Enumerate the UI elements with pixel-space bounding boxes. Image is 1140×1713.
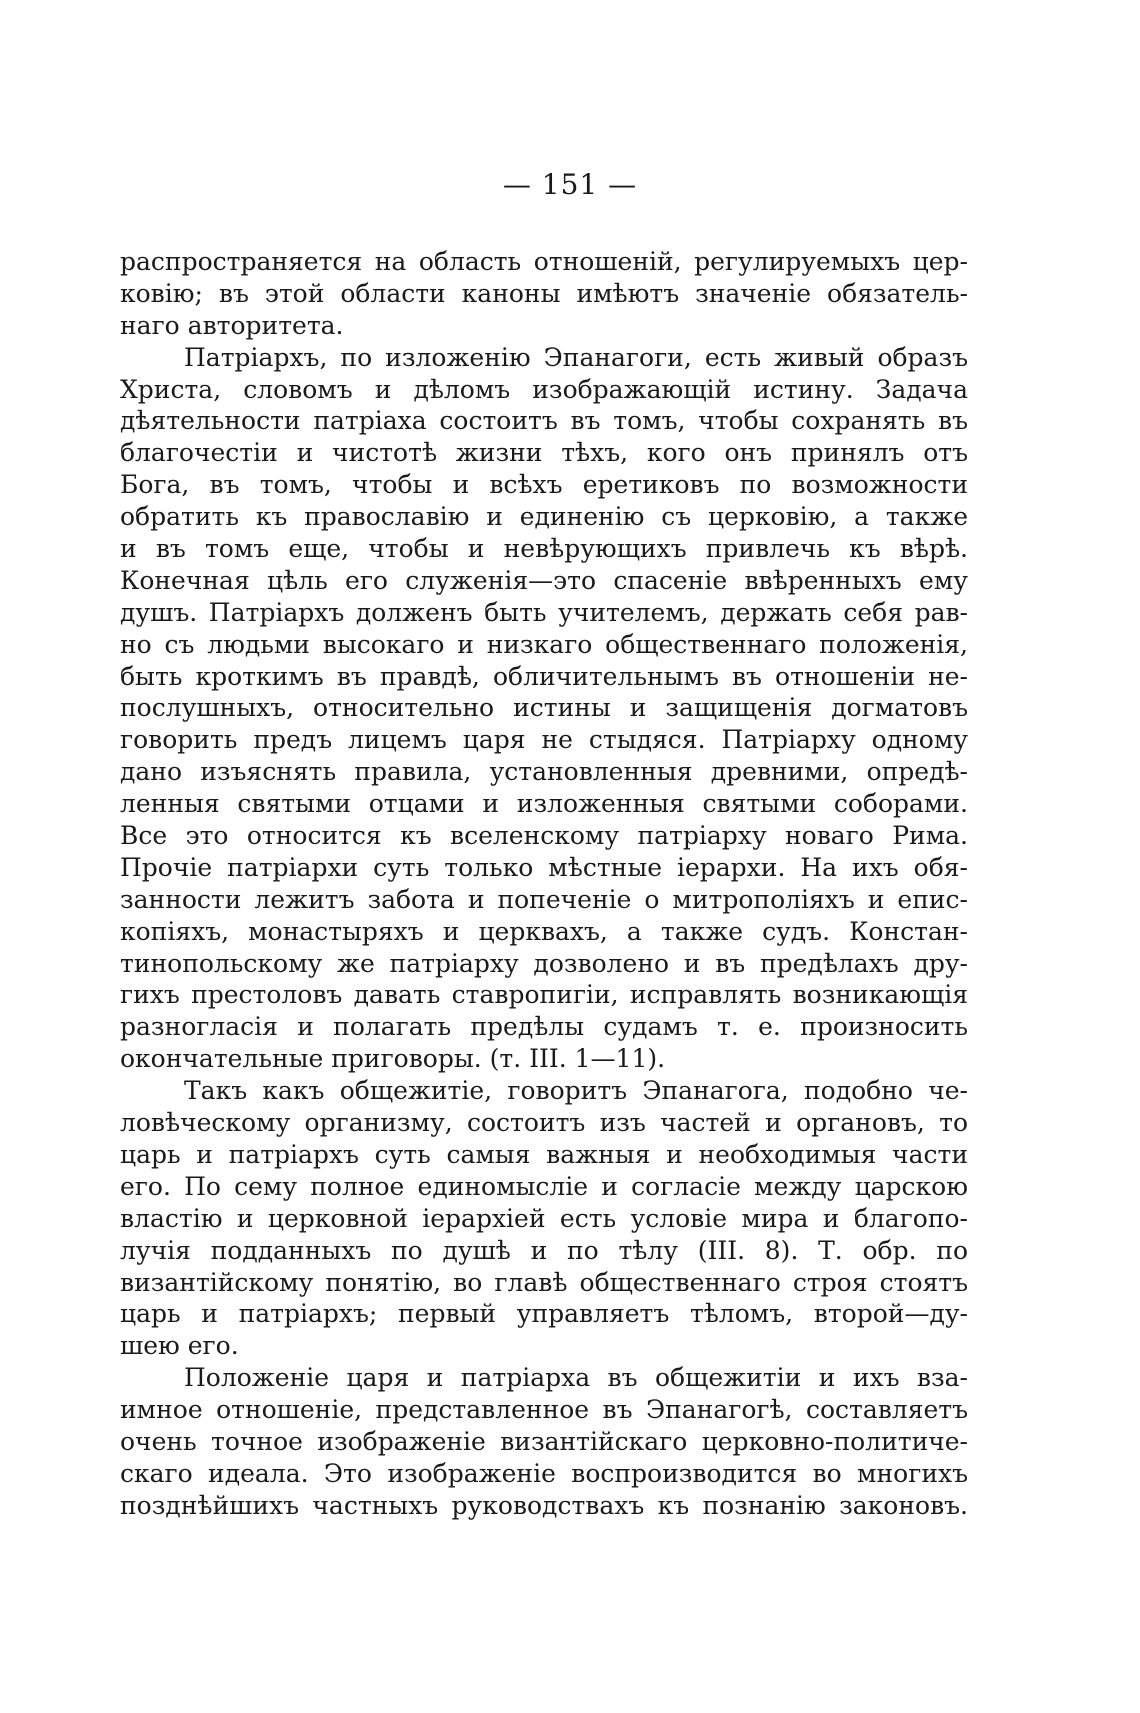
text-line: дѣятельности патріаха состоитъ въ томъ, чтобы сохранять въ: [120, 406, 968, 436]
text-line: Прочіе патріархи суть только мѣстные іерархи. На ихъ обя-: [120, 852, 968, 882]
text-line: наго авторитета.: [120, 310, 344, 340]
text-line: Конечная цѣль его служенія—это спасеніе ввѣренныхъ ему: [120, 565, 968, 595]
paragraph-first-line: Патріархъ, по изложенію Эпанагоги, есть живый образъ: [184, 342, 968, 372]
paragraph-first-line: Положеніе царя и патріарха въ общежитіи и ихъ вза-: [184, 1363, 968, 1393]
text-line: послушныхъ, относительно истины и защищенія догматовъ: [120, 693, 968, 723]
text-line: лучія подданныхъ по душѣ и по тѣлу (III. 8). Т. обр. по: [120, 1235, 968, 1265]
text-line: шею его.: [120, 1331, 239, 1361]
text-line: византійскому понятію, во главѣ общественнаго строя стоятъ: [120, 1267, 968, 1297]
text-line: позднѣйшихъ частныхъ руководствахъ къ познанію законовъ.: [120, 1490, 968, 1520]
text-line: но съ людьми высокаго и низкаго общественнаго положенія,: [120, 629, 968, 659]
text-line: Все это относится къ вселенскому патріарху новаго Рима.: [120, 821, 968, 851]
text-line: распространяется на область отношеній, регулируемыхъ цер-: [120, 247, 968, 276]
body-text: [120, 246, 968, 1522]
text-line: имное отношеніе, представленное въ Эпанагогѣ, составляетъ: [120, 1395, 968, 1425]
text-line: и въ томъ еще, чтобы и невѣрующихъ привлечь къ вѣрѣ.: [120, 534, 968, 564]
text-line: говорить предъ лицемъ царя не стыдяся. Патріарху одному: [120, 725, 968, 755]
text-line: Христа, словомъ и дѣломъ изображающій истину. Задача: [120, 374, 968, 404]
text-line: душъ. Патріархъ долженъ быть учителемъ, держать себя рав-: [120, 597, 968, 627]
text-line: его. По сему полное единомысліе и согласіе между царскою: [120, 1171, 968, 1201]
page-number: — 151 —: [502, 168, 638, 201]
text-line: очень точное изображеніе византійскаго церковно-политиче-: [120, 1426, 968, 1456]
text-line: копіяхъ, монастыряхъ и церквахъ, а также судъ. Констан-: [120, 916, 968, 946]
text-line: скаго идеала. Это изображеніе воспроизводится во многихъ: [120, 1458, 968, 1488]
text-line: гихъ престоловъ давать ставропигіи, исправлять возникающія: [120, 980, 968, 1010]
text-line: царь и патріархъ; первый управляетъ тѣломъ, второй—ду-: [120, 1299, 968, 1329]
text-line: разногласія и полагать предѣлы судамъ т. е. произносить: [120, 1012, 968, 1042]
text-line: ловѣческому организму, состоитъ изъ частей и органовъ, то: [120, 1108, 968, 1138]
text-line: ковію; въ этой области каноны имѣютъ значеніе обязатель-: [120, 278, 968, 308]
text-line: властію и церковной іерархіей есть условіе мира и благопо-: [120, 1203, 968, 1233]
text-line: ленныя святыми отцами и изложенныя святыми соборами.: [120, 789, 968, 819]
text-line: тинопольскому же патріарху дозволено и въ предѣлахъ дру-: [120, 948, 968, 978]
text-line: окончательные приговоры. (т. III. 1—11).: [120, 1044, 666, 1074]
text-line: Бога, въ томъ, чтобы и всѣхъ еретиковъ по возможности: [120, 470, 968, 500]
text-line: благочестіи и чистотѣ жизни тѣхъ, кого онъ принялъ отъ: [120, 438, 968, 468]
text-line: дано изъяснять правила, установленныя древними, опредѣ-: [120, 757, 968, 787]
text-line: обратить къ православію и единенію съ церковію, а также: [120, 502, 968, 532]
text-line: царь и патріархъ суть самыя важныя и необходимыя части: [120, 1139, 968, 1169]
paragraph-first-line: Такъ какъ общежитіе, говоритъ Эпанагога, подобно че-: [184, 1076, 968, 1106]
text-line: быть кроткимъ въ правдѣ, обличительнымъ въ отношеніи не-: [120, 661, 968, 691]
text-line: занности лежитъ забота и попеченіе о митрополіяхъ и епис-: [120, 884, 968, 914]
